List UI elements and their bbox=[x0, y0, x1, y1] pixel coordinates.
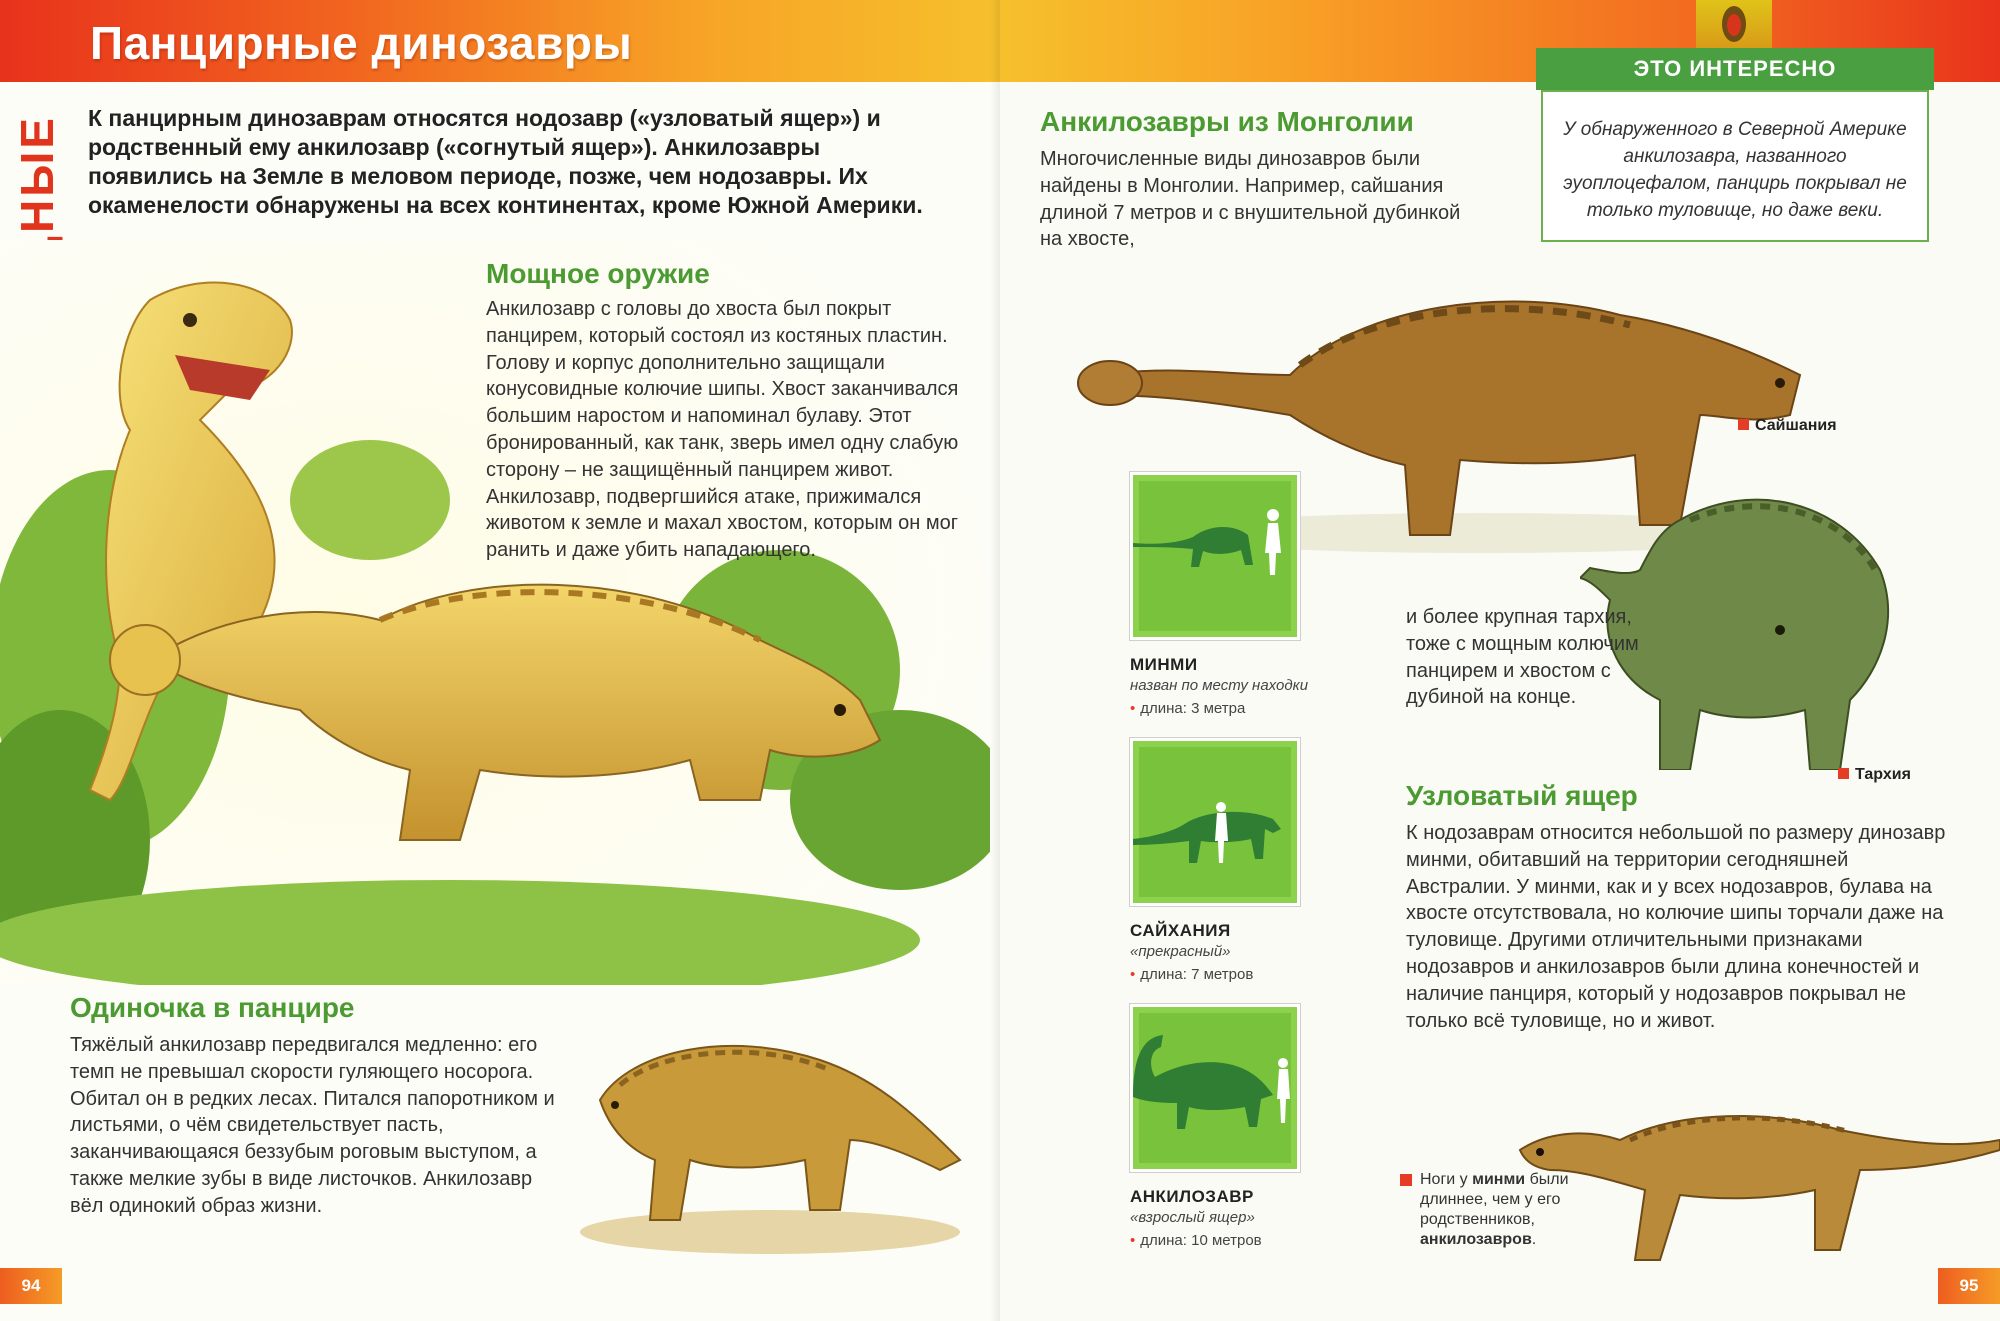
label-tarchia: Тархия bbox=[1838, 766, 1911, 784]
section-text-weapon: Анкилозавр с головы до хвоста был покрыт панцирем, который состоял из костяных пластин. Голову и корпус дополнительно защищали конусовидные колючие шипы. Хвост заканчивался большим наростом и напоминал булаву. Этот бронированный, как танк, зверь имел одну слабую сторону – не защищённый панцирем живот. Анкилозавр, подвергшийся атаке, прижимался животом к земле и махал хвостом, которым он мог ранить и даже убить нападающего. bbox=[486, 298, 959, 562]
species-meaning-minmi: назван по месту находки bbox=[1130, 677, 1309, 694]
species-length-minmi: • длина: 3 метра bbox=[1130, 700, 1245, 717]
note-bullet bbox=[1400, 1174, 1412, 1186]
page-title: Панцирные динозавры bbox=[90, 17, 633, 69]
section-title-mongolia: Анкилозавры из Монголии bbox=[1040, 106, 1414, 137]
ankylosaurus-size-comparison bbox=[1130, 1004, 1300, 1172]
species-name-minmi: МИНМИ bbox=[1130, 655, 1198, 674]
section-text-knotted: К нодозаврам относится небольшой по размеру динозавр минми, обитавший на территории сегодняшней Австралии. У минми, как и у всех нодозавров, булава на хвосте отсутствовала, но колючие шипы торчали даже на туловище. Другими отличительными признаками нодозавров и анкилозавров были длина конечностей и наличие панциря, который у нодозавров покрывал не только всё туловище, но и живот. bbox=[1406, 822, 1946, 1032]
right-page bbox=[1000, 0, 2000, 1321]
saichania-size-comparison bbox=[1130, 738, 1300, 906]
species-length-ankylosaurus: • длина: 10 метров bbox=[1130, 1232, 1262, 1249]
section-text-loner: Тяжёлый анкилозавр передвигался медленно: его темп не превышал скорости гуляющего носорога. Обитал он в редких лесах. Питался папоротником и листьями, о чём свидетельствует пасть, заканчивающаяся беззубым роговым выступом, а также мелкие зубы в виде листочков. Анкилозавр вёл одинокий образ жизни. bbox=[70, 1034, 555, 1217]
species-length-saichania: • длина: 7 метров bbox=[1130, 966, 1253, 983]
label-saichania: Сайшания bbox=[1738, 417, 1837, 435]
minmi-note: Ноги у минми были длиннее, чем у его родственников, анкилозавров. bbox=[1420, 1171, 1569, 1248]
section-title-weapon: Мощное оружие bbox=[486, 258, 710, 289]
page-number-left: 94 bbox=[0, 1268, 62, 1304]
section-title-loner: Одиночка в панцире bbox=[70, 992, 355, 1023]
minmi-size-comparison bbox=[1130, 472, 1300, 640]
intro-paragraph: К панцирным динозаврам относятся нодозавр («узловатый ящер») и родственный ему анкилозавр («согнутый ящер»). Анкилозавры появились на Земле в меловом периоде, позже, чем нодозавры. Их окаменелости обнаружены на всех континентах, кроме Южной Америки. bbox=[88, 105, 923, 218]
section-title-knotted: Узловатый ящер bbox=[1406, 780, 1638, 811]
interesting-box-heading: ЭТО ИНТЕРЕСНО bbox=[1536, 48, 1934, 90]
section-text-mongolia-continued: и более крупная тархия, тоже с мощным колючим панцирем и хвостом с дубиной на конце. bbox=[1406, 606, 1639, 709]
section-text-mongolia: Многочисленные виды динозавров были найдены в Монголии. Например, сайшания длиной 7 метров и с внушительной дубинкой на хвосте, bbox=[1040, 148, 1461, 251]
interesting-box-text: У обнаруженного в Северной Америке анкилозавра, названного эуоплоцефалом, панцирь покрывал не только туловище, но даже веки. bbox=[1541, 90, 1929, 242]
species-name-saichania: САЙХАНИЯ bbox=[1130, 921, 1231, 940]
page-number-right: 95 bbox=[1938, 1268, 2000, 1304]
ornament-icon bbox=[1696, 0, 1772, 50]
walking-ankylosaurus-illustration bbox=[560, 1010, 980, 1260]
species-name-ankylosaurus: АНКИЛОЗАВР bbox=[1130, 1187, 1254, 1206]
species-meaning-ankylosaurus: «взрослый ящер» bbox=[1130, 1209, 1255, 1226]
species-meaning-saichania: «прекрасный» bbox=[1130, 943, 1231, 960]
